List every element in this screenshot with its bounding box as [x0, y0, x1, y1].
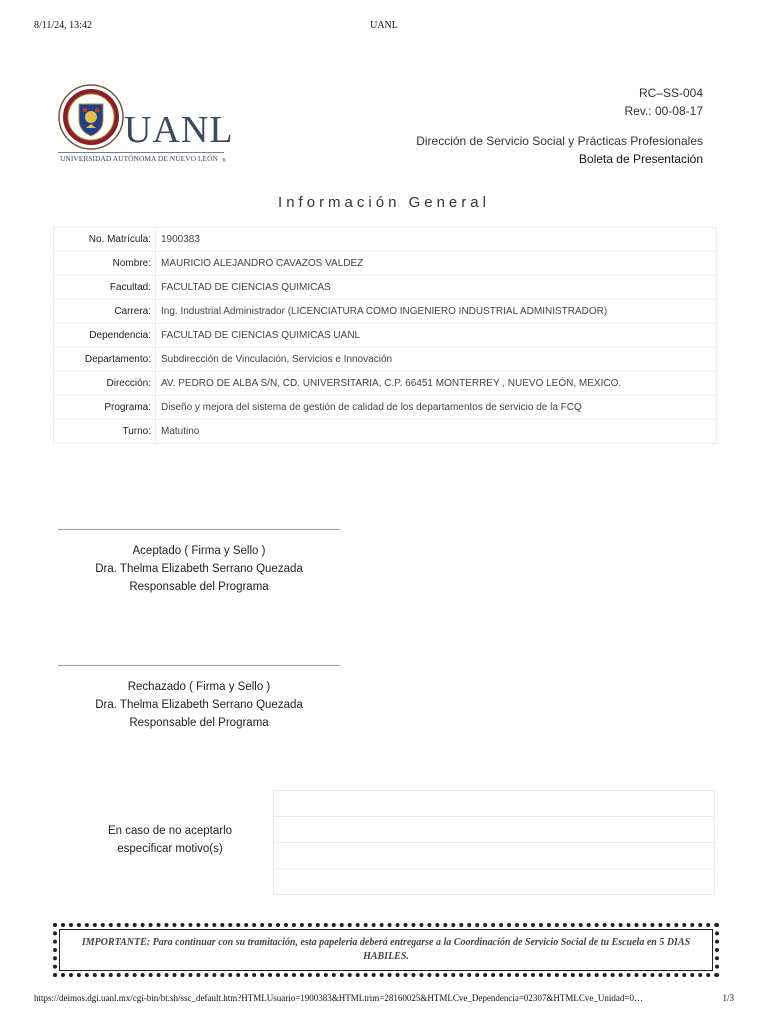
reason-cell [274, 817, 715, 843]
print-page-title: UANL [370, 20, 398, 31]
row-value: AV. PEDRO DE ALBA S/N, CD. UNIVERSITARIA, C.P. 66451 MONTERREY , NUEVO LEÓN, MEXICO. [156, 372, 717, 396]
document-revision: Rev.: 00-08-17 [624, 104, 703, 118]
accepted-note: ( Firma y Sello ) [181, 545, 266, 557]
row-label: Turno: [54, 420, 156, 444]
rejected-signature-block [58, 665, 340, 732]
accepted-label: Aceptado [132, 545, 182, 557]
signer-role: Responsable del Programa [129, 581, 269, 593]
reason-cell [274, 869, 715, 895]
document-title: Boleta de Presentación [578, 152, 703, 166]
rejected-label: Rechazado ( Firma y Sello ) [127, 681, 271, 693]
row-label: Departamento: [54, 348, 156, 372]
row-value: Ing. Industrial Administrador (LICENCIATURA COMO INGENIERO INDUSTRIAL ADMINISTRADOR) [156, 300, 717, 324]
section-title: Información General [278, 194, 490, 211]
row-value: Subdirección de Vinculación, Servicios e Innovación [156, 348, 717, 372]
row-value: MAURICIO ALEJANDRO CAVAZOS VALDEZ [156, 252, 717, 276]
row-label: Carrera: [54, 300, 156, 324]
row-value: 1900383 [156, 228, 717, 252]
accepted-status-line [58, 542, 340, 560]
table-row [54, 300, 717, 324]
issuing-department: Dirección de Servicio Social y Prácticas Profesionales [416, 134, 703, 148]
print-datetime: 8/11/24, 13:42 [34, 20, 92, 31]
table-row [54, 372, 717, 396]
row-label: Facultad: [54, 276, 156, 300]
reason-row [274, 869, 715, 895]
reason-label-line: especificar motivo(s) [117, 843, 223, 855]
row-label: Programa: [54, 396, 156, 420]
signature-line [58, 529, 340, 530]
row-value: Matutino [156, 420, 717, 444]
table-row [54, 420, 717, 444]
reason-cell [274, 791, 715, 817]
print-footer-url: https://deimos.dgi.uanl.mx/cgi-bin/bt.sh/ssc_default.htm?HTMLUsuario=1900383&HTMLtrim=28160025&HTMLCve_Dependencia=02307&HTMLCve_Unidad=0… [34, 993, 643, 1003]
row-label: Dependencia: [54, 324, 156, 348]
signer-name: Dra. Thelma Elizabeth Serrano Quezada [95, 563, 303, 575]
reason-cell [274, 843, 715, 869]
accepted-signature-block [58, 529, 340, 596]
row-value: FACULTAD DE CIENCIAS QUIMICAS [156, 276, 717, 300]
uanl-wordmark: UANL [124, 109, 234, 151]
logo-divider [58, 152, 224, 153]
signer-name: Dra. Thelma Elizabeth Serrano Quezada [95, 699, 303, 711]
table-row [54, 276, 717, 300]
table-row [54, 252, 717, 276]
reason-row [274, 791, 715, 817]
uanl-logo [58, 84, 238, 168]
table-row [54, 348, 717, 372]
row-value: Diseño y mejora del sistema de gestión de calidad de los departamentos de servicio de la FCQ [156, 396, 717, 420]
row-label: No. Matrícula: [54, 228, 156, 252]
row-value: FACULTAD DE CIENCIAS QUIMICAS UANL [156, 324, 717, 348]
table-row [54, 396, 717, 420]
row-label: Nombre: [54, 252, 156, 276]
document-code: RC–SS-004 [638, 86, 703, 100]
signer-role: Responsable del Programa [129, 717, 269, 729]
uanl-seal-icon [58, 84, 124, 150]
document-meta [416, 84, 703, 168]
important-notice-text: IMPORTANTE: Para continuar con su tramitación, esta papeleria deberá entregarse a la Coordinación de Servicio Social de tu Escuela en 5 DIAS HABILES. [59, 929, 713, 971]
row-label: Dirección: [54, 372, 156, 396]
reason-label-line: En caso de no aceptarlo [107, 825, 233, 837]
table-row [54, 228, 717, 252]
general-info-table [53, 227, 717, 444]
registered-mark: ® [222, 158, 226, 164]
table-row [54, 324, 717, 348]
important-notice [53, 923, 719, 977]
print-page-number: 1/3 [722, 993, 734, 1003]
reason-row [274, 843, 715, 869]
university-name: UNIVERSIDAD AUTÓNOMA DE NUEVO LEÓN [60, 154, 218, 163]
reason-row [274, 817, 715, 843]
rejection-reason-box [273, 790, 715, 895]
signature-line [58, 665, 340, 666]
rejection-reason-label [80, 822, 260, 858]
